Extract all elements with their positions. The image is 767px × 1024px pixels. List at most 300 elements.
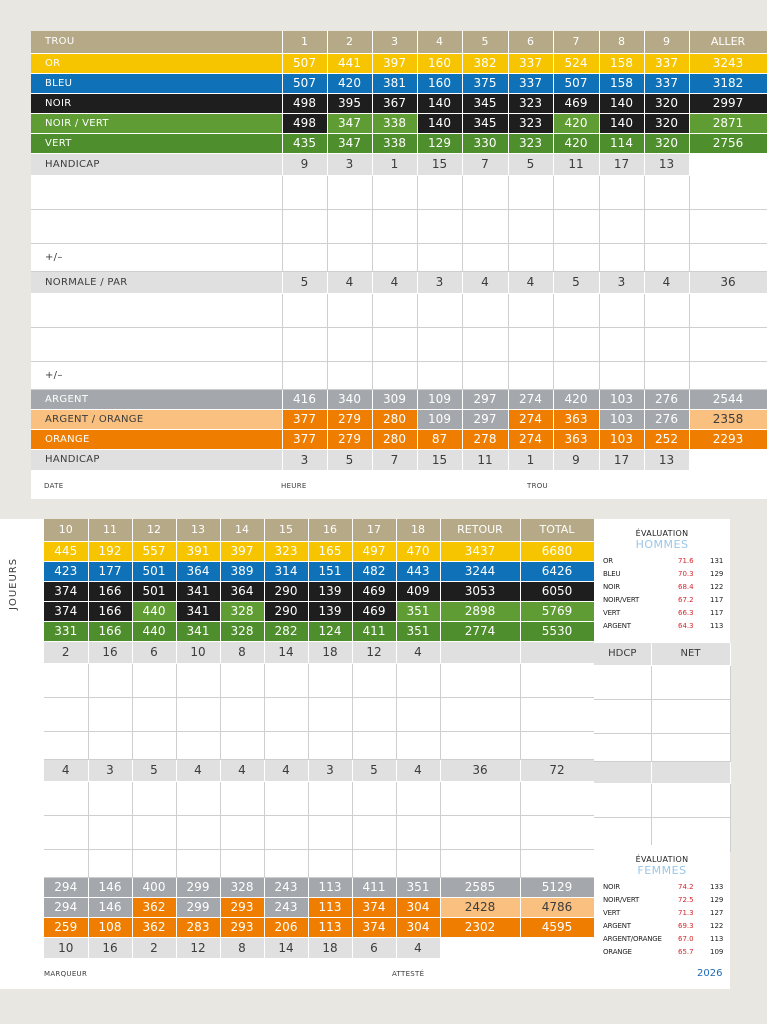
distance-cell: 345 xyxy=(462,93,508,113)
distance-cell: 440 xyxy=(132,621,176,641)
tee-row-noir xyxy=(44,581,594,601)
player-score-row[interactable] xyxy=(44,815,594,849)
score-box[interactable] xyxy=(372,175,417,209)
plus-minus-row[interactable] xyxy=(31,243,767,271)
total-score-box[interactable] xyxy=(520,815,594,849)
tee-row-bleu xyxy=(31,73,767,93)
aller-score-box[interactable] xyxy=(689,327,767,361)
plus-minus-box[interactable] xyxy=(520,849,594,877)
plus-minus-box[interactable] xyxy=(372,243,417,271)
distance-cell: 347 xyxy=(327,113,372,133)
plus-minus-box[interactable] xyxy=(88,731,132,759)
plus-minus-box[interactable] xyxy=(417,243,462,271)
plus-minus-box[interactable] xyxy=(308,849,352,877)
distance-cell: 290 xyxy=(264,581,308,601)
score-box[interactable] xyxy=(644,293,689,327)
score-box[interactable] xyxy=(132,697,176,731)
distance-cell: 445 xyxy=(44,541,88,561)
handicap-cell: 2 xyxy=(44,641,88,663)
plus-minus-box[interactable] xyxy=(440,849,520,877)
score-box[interactable] xyxy=(462,327,508,361)
net-box[interactable] xyxy=(651,733,730,761)
score-box[interactable] xyxy=(308,663,352,697)
score-box[interactable] xyxy=(176,815,220,849)
plus-minus-box[interactable] xyxy=(327,361,372,389)
rating-tee: ARGENT xyxy=(603,922,631,930)
distance-cell: 282 xyxy=(264,621,308,641)
distance-cell: 323 xyxy=(508,93,553,113)
score-box[interactable] xyxy=(44,663,88,697)
handicap-cell: 2 xyxy=(132,937,176,958)
score-box[interactable] xyxy=(508,293,553,327)
score-box[interactable] xyxy=(553,209,599,243)
distance-cell: 395 xyxy=(327,93,372,113)
retour-cell: 2774 xyxy=(440,621,520,641)
retour-score-box[interactable] xyxy=(440,815,520,849)
player-score-row[interactable] xyxy=(31,209,767,243)
plus-minus-box[interactable] xyxy=(44,849,88,877)
retour-score-box[interactable] xyxy=(440,781,520,815)
total-cell: 5769 xyxy=(520,601,594,621)
score-box[interactable] xyxy=(264,781,308,815)
total-cell: 6426 xyxy=(520,561,594,581)
net-box[interactable] xyxy=(651,699,730,733)
distance-cell: 374 xyxy=(44,601,88,621)
handicap-cell: 8 xyxy=(220,641,264,663)
distance-cell: 507 xyxy=(282,53,327,73)
distance-cell: 140 xyxy=(599,93,644,113)
distance-cell: 375 xyxy=(462,73,508,93)
plus-minus-box[interactable] xyxy=(508,361,553,389)
distance-cell: 293 xyxy=(220,917,264,937)
score-box[interactable] xyxy=(132,781,176,815)
retour-cell: 2585 xyxy=(440,877,520,897)
score-box[interactable] xyxy=(282,293,327,327)
score-box[interactable] xyxy=(352,663,396,697)
distance-cell: 279 xyxy=(327,409,372,429)
evaluation-title: ÉVALUATION xyxy=(635,855,689,864)
score-box[interactable] xyxy=(282,175,327,209)
plus-minus-box[interactable] xyxy=(462,361,508,389)
player-name-field[interactable] xyxy=(31,209,282,243)
plus-minus-box[interactable] xyxy=(689,243,767,271)
score-box[interactable] xyxy=(396,663,440,697)
distance-cell: 340 xyxy=(327,389,372,409)
plus-minus-box[interactable] xyxy=(220,849,264,877)
distance-cell: 397 xyxy=(220,541,264,561)
distance-cell: 280 xyxy=(372,429,417,449)
plus-minus-box[interactable] xyxy=(417,361,462,389)
plus-minus-box[interactable] xyxy=(553,243,599,271)
rating-tee: NOIR/VERT xyxy=(603,896,640,904)
score-box[interactable] xyxy=(553,327,599,361)
course-rating: 64.3 xyxy=(678,622,694,630)
distance-cell: 409 xyxy=(396,581,440,601)
hole-9: 9 xyxy=(644,31,689,53)
score-box[interactable] xyxy=(308,697,352,731)
rating-tee: OR xyxy=(603,557,613,565)
player-name-field[interactable] xyxy=(31,175,282,209)
handicap-cell: 15 xyxy=(417,153,462,175)
score-box[interactable] xyxy=(327,327,372,361)
hdcp-net-row[interactable] xyxy=(594,665,730,699)
distance-cell: 501 xyxy=(132,581,176,601)
distance-cell: 259 xyxy=(44,917,88,937)
retour-cell: 2302 xyxy=(440,917,520,937)
distance-cell: 166 xyxy=(88,581,132,601)
hole-1: 1 xyxy=(282,31,327,53)
rating-row xyxy=(594,568,730,581)
score-box[interactable] xyxy=(553,293,599,327)
tee-row-vert xyxy=(31,133,767,153)
empty-cell xyxy=(651,761,730,783)
plus-minus-box[interactable] xyxy=(327,243,372,271)
total-cell: 2871 xyxy=(689,113,767,133)
plus-minus-box[interactable] xyxy=(282,361,327,389)
score-box[interactable] xyxy=(553,175,599,209)
rating-tee: NOIR/VERT xyxy=(603,596,640,604)
tee-name: NOIR xyxy=(31,93,282,113)
handicap-men-row xyxy=(31,153,767,175)
rating-row xyxy=(594,881,730,894)
score-box[interactable] xyxy=(264,815,308,849)
hdcp-box[interactable] xyxy=(594,665,651,699)
score-box[interactable] xyxy=(176,781,220,815)
distance-cell: 297 xyxy=(462,409,508,429)
par-cell: 4 xyxy=(176,759,220,781)
par-cell: 4 xyxy=(327,271,372,293)
total-score-box[interactable] xyxy=(520,663,594,697)
score-box[interactable] xyxy=(88,663,132,697)
distance-cell: 420 xyxy=(553,113,599,133)
total-score-box[interactable] xyxy=(520,697,594,731)
player-name-field[interactable] xyxy=(31,327,282,361)
score-box[interactable] xyxy=(462,209,508,243)
score-box[interactable] xyxy=(417,175,462,209)
distance-cell: 109 xyxy=(417,409,462,429)
plus-minus-box[interactable] xyxy=(440,731,520,759)
hdcp-net-row[interactable] xyxy=(594,733,730,761)
plus-minus-box[interactable] xyxy=(520,731,594,759)
handicap-cell: 7 xyxy=(462,153,508,175)
plus-minus-box[interactable] xyxy=(88,849,132,877)
retour-score-box[interactable] xyxy=(440,697,520,731)
plus-minus-box[interactable] xyxy=(644,361,689,389)
distance-cell: 320 xyxy=(644,93,689,113)
course-rating: 71.3 xyxy=(678,909,694,917)
distance-cell: 279 xyxy=(327,429,372,449)
score-box[interactable] xyxy=(220,663,264,697)
player-score-row[interactable] xyxy=(44,781,594,815)
handicap-cell: 3 xyxy=(327,153,372,175)
distance-cell: 337 xyxy=(508,73,553,93)
score-box[interactable] xyxy=(282,209,327,243)
distance-cell: 377 xyxy=(282,409,327,429)
date-label: DATE xyxy=(44,482,64,490)
plus-minus-box[interactable] xyxy=(352,849,396,877)
plus-minus-box[interactable] xyxy=(462,243,508,271)
handicap-cell: 12 xyxy=(352,641,396,663)
distance-cell: 328 xyxy=(220,877,264,897)
hole-14: 14 xyxy=(220,519,264,541)
distance-cell: 177 xyxy=(88,561,132,581)
score-box[interactable] xyxy=(44,781,88,815)
distance-cell: 420 xyxy=(327,73,372,93)
hdcp-box[interactable] xyxy=(594,733,651,761)
retour-cell: 3244 xyxy=(440,561,520,581)
total-score-box[interactable] xyxy=(520,781,594,815)
distance-cell: 276 xyxy=(644,389,689,409)
par-cell: 4 xyxy=(508,271,553,293)
score-box[interactable] xyxy=(396,697,440,731)
course-rating: 69.3 xyxy=(678,922,694,930)
handicap-cell: 1 xyxy=(508,449,553,470)
distance-cell: 411 xyxy=(352,877,396,897)
distance-cell: 362 xyxy=(132,897,176,917)
attested-label: ATTESTÉ xyxy=(392,970,425,978)
score-box[interactable] xyxy=(44,697,88,731)
score-box[interactable] xyxy=(372,293,417,327)
score-box[interactable] xyxy=(599,327,644,361)
score-box[interactable] xyxy=(396,781,440,815)
score-box[interactable] xyxy=(462,175,508,209)
distance-cell: 165 xyxy=(308,541,352,561)
plus-minus-box[interactable] xyxy=(396,731,440,759)
par-cell: 4 xyxy=(644,271,689,293)
plus-minus-box[interactable] xyxy=(308,731,352,759)
distance-cell: 345 xyxy=(462,113,508,133)
distance-cell: 160 xyxy=(417,73,462,93)
score-box[interactable] xyxy=(372,209,417,243)
score-box[interactable] xyxy=(327,293,372,327)
score-box[interactable] xyxy=(88,815,132,849)
score-box[interactable] xyxy=(508,327,553,361)
aller-score-box[interactable] xyxy=(689,175,767,209)
course-rating: 71.6 xyxy=(678,557,694,565)
score-box[interactable] xyxy=(132,815,176,849)
score-box[interactable] xyxy=(327,175,372,209)
score-box[interactable] xyxy=(308,815,352,849)
hdcp-box[interactable] xyxy=(594,699,651,733)
distance-cell: 338 xyxy=(372,133,417,153)
back-nine-table xyxy=(44,519,595,959)
distance-cell: 469 xyxy=(352,601,396,621)
rating-row xyxy=(594,894,730,907)
handicap-cell: 16 xyxy=(88,641,132,663)
hdcp-net-row[interactable] xyxy=(594,783,730,817)
score-box[interactable] xyxy=(176,663,220,697)
distance-cell: 139 xyxy=(308,601,352,621)
plus-minus-box[interactable] xyxy=(220,731,264,759)
score-box[interactable] xyxy=(176,697,220,731)
handicap-women-row xyxy=(31,449,767,470)
score-box[interactable] xyxy=(417,293,462,327)
hdcp-box[interactable] xyxy=(594,783,651,817)
player-score-row[interactable] xyxy=(31,327,767,361)
score-box[interactable] xyxy=(644,327,689,361)
front-nine-panel xyxy=(31,31,767,499)
plus-minus-box[interactable] xyxy=(644,243,689,271)
slope-rating: 122 xyxy=(710,583,724,591)
handicap-cell: 11 xyxy=(553,153,599,175)
handicap-label: HANDICAP xyxy=(31,153,282,175)
plus-minus-box[interactable] xyxy=(599,243,644,271)
plus-minus-box[interactable] xyxy=(282,243,327,271)
handicap-cell: 10 xyxy=(176,641,220,663)
score-box[interactable] xyxy=(327,209,372,243)
rating-row xyxy=(594,920,730,933)
plus-minus-box[interactable] xyxy=(132,849,176,877)
plus-minus-row[interactable] xyxy=(31,361,767,389)
plus-minus-box[interactable] xyxy=(689,361,767,389)
handicap-cell: 6 xyxy=(352,937,396,958)
total-cell: 5530 xyxy=(520,621,594,641)
tee-row-vert xyxy=(44,621,594,641)
total-cell: 5129 xyxy=(520,877,594,897)
net-box[interactable] xyxy=(651,783,730,817)
distance-cell: 293 xyxy=(220,897,264,917)
hole-12: 12 xyxy=(132,519,176,541)
rating-tee: VERT xyxy=(603,909,621,917)
handicap-men-row xyxy=(44,641,594,663)
score-box[interactable] xyxy=(352,781,396,815)
player-score-row[interactable] xyxy=(44,663,594,697)
plus-minus-box[interactable] xyxy=(372,361,417,389)
distance-cell: 501 xyxy=(132,561,176,581)
handicap-cell: 18 xyxy=(308,937,352,958)
score-box[interactable] xyxy=(264,697,308,731)
distance-cell: 113 xyxy=(308,877,352,897)
handicap-cell: 4 xyxy=(396,641,440,663)
rating-row xyxy=(594,581,730,594)
rating-tee: ARGENT/ORANGE xyxy=(603,935,662,943)
score-box[interactable] xyxy=(88,781,132,815)
score-box[interactable] xyxy=(417,327,462,361)
player-name-field[interactable] xyxy=(31,293,282,327)
score-box[interactable] xyxy=(282,327,327,361)
plus-minus-box[interactable] xyxy=(44,731,88,759)
aller-score-box[interactable] xyxy=(689,209,767,243)
score-box[interactable] xyxy=(220,697,264,731)
score-box[interactable] xyxy=(132,663,176,697)
distance-cell: 309 xyxy=(372,389,417,409)
tee-row-noir xyxy=(31,93,767,113)
tee-row-noir-vert xyxy=(31,113,767,133)
score-box[interactable] xyxy=(264,663,308,697)
score-box[interactable] xyxy=(308,781,352,815)
retour-score-box[interactable] xyxy=(440,663,520,697)
score-box[interactable] xyxy=(88,697,132,731)
plus-minus-box[interactable] xyxy=(132,731,176,759)
plus-minus-box[interactable] xyxy=(352,731,396,759)
par-cell: 5 xyxy=(282,271,327,293)
score-box[interactable] xyxy=(644,175,689,209)
time-label: HEURE xyxy=(281,482,307,490)
handicap-cell: 17 xyxy=(599,449,644,470)
distance-cell: 299 xyxy=(176,897,220,917)
distance-cell: 347 xyxy=(327,133,372,153)
hdcp-net-row[interactable] xyxy=(594,699,730,733)
score-box[interactable] xyxy=(352,697,396,731)
score-box[interactable] xyxy=(396,815,440,849)
evaluation-title: ÉVALUATION xyxy=(635,529,689,538)
plus-minus-box[interactable] xyxy=(264,731,308,759)
handicap-cell: 13 xyxy=(644,153,689,175)
empty-cell xyxy=(689,449,767,470)
aller-score-box[interactable] xyxy=(689,293,767,327)
hole-15: 15 xyxy=(264,519,308,541)
slope-rating: 109 xyxy=(710,948,724,956)
course-rating: 68.4 xyxy=(678,583,694,591)
evaluation-subtitle: HOMMES xyxy=(635,538,689,551)
score-box[interactable] xyxy=(599,175,644,209)
handicap-cell: 11 xyxy=(462,449,508,470)
score-box[interactable] xyxy=(220,781,264,815)
player-score-row[interactable] xyxy=(44,697,594,731)
total-cell: 2544 xyxy=(689,389,767,409)
tee-row-orange xyxy=(31,429,767,449)
score-box[interactable] xyxy=(352,815,396,849)
distance-cell: 524 xyxy=(553,53,599,73)
plus-minus-box[interactable] xyxy=(599,361,644,389)
distance-cell: 108 xyxy=(88,917,132,937)
par-retour: 36 xyxy=(440,759,520,781)
distance-cell: 304 xyxy=(396,897,440,917)
plus-minus-box[interactable] xyxy=(176,731,220,759)
hole-16: 16 xyxy=(308,519,352,541)
course-rating: 74.2 xyxy=(678,883,694,891)
plus-minus-box[interactable] xyxy=(508,243,553,271)
plus-minus-box[interactable] xyxy=(176,849,220,877)
player-score-row[interactable] xyxy=(31,175,767,209)
plus-minus-row[interactable] xyxy=(44,731,594,759)
distance-cell: 124 xyxy=(308,621,352,641)
score-box[interactable] xyxy=(508,175,553,209)
plus-minus-box[interactable] xyxy=(264,849,308,877)
score-box[interactable] xyxy=(417,209,462,243)
plus-minus-box[interactable] xyxy=(553,361,599,389)
score-box[interactable] xyxy=(220,815,264,849)
distance-cell: 420 xyxy=(553,389,599,409)
score-box[interactable] xyxy=(599,293,644,327)
aller-label: ALLER xyxy=(689,31,767,53)
distance-cell: 341 xyxy=(176,621,220,641)
distance-cell: 416 xyxy=(282,389,327,409)
net-box[interactable] xyxy=(651,665,730,699)
distance-cell: 252 xyxy=(644,429,689,449)
plus-minus-box[interactable] xyxy=(396,849,440,877)
plus-minus-row[interactable] xyxy=(44,849,594,877)
score-box[interactable] xyxy=(644,209,689,243)
player-score-row[interactable] xyxy=(31,293,767,327)
distance-cell: 497 xyxy=(352,541,396,561)
distance-cell: 114 xyxy=(599,133,644,153)
handicap-cell: 9 xyxy=(282,153,327,175)
score-box[interactable] xyxy=(462,293,508,327)
empty-cell xyxy=(520,641,594,663)
tee-row-argent-orange xyxy=(44,897,594,917)
score-box[interactable] xyxy=(372,327,417,361)
par-cell: 5 xyxy=(132,759,176,781)
distance-cell: 331 xyxy=(44,621,88,641)
hole-11: 11 xyxy=(88,519,132,541)
score-box[interactable] xyxy=(508,209,553,243)
distance-cell: 274 xyxy=(508,389,553,409)
score-box[interactable] xyxy=(599,209,644,243)
tee-row-noir-vert xyxy=(44,601,594,621)
score-box[interactable] xyxy=(44,815,88,849)
total-cell: 2756 xyxy=(689,133,767,153)
